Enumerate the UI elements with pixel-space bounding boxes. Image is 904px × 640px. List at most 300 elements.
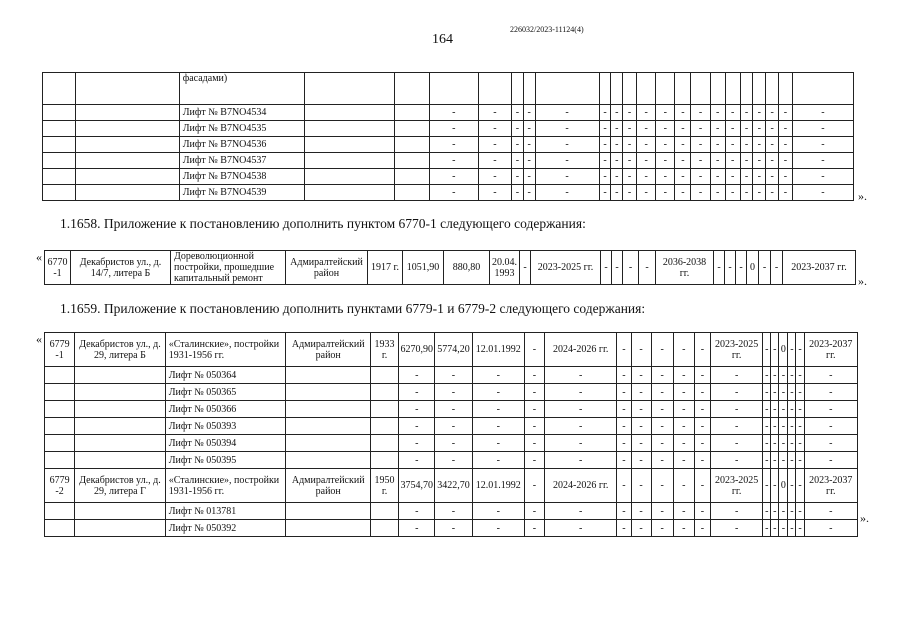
table-row	[45, 520, 858, 537]
cell-dash: -	[691, 185, 710, 201]
cell-dash: -	[779, 169, 793, 185]
cell-period: 2023-2025 гг.	[710, 469, 762, 503]
cell-dash: -	[472, 520, 524, 537]
cell-dash: -	[694, 520, 710, 537]
cell-dash: -	[710, 121, 725, 137]
paragraph-1659: 1.1659. Приложение к постановлению дополнить пунктами 6779-1 и 6779-2 следующего содержания:	[60, 301, 646, 316]
table-row	[45, 401, 858, 418]
table-row	[43, 105, 854, 121]
cell-dash: -	[512, 105, 524, 121]
cell-dash: -	[691, 153, 710, 169]
cell-dash: -	[617, 367, 631, 384]
cell-dash: -	[740, 169, 753, 185]
cell-dash: -	[651, 520, 673, 537]
cell-dash: -	[796, 435, 804, 452]
cell-dash: -	[694, 452, 710, 469]
cell-dash: -	[512, 137, 524, 153]
cell-dash: -	[673, 435, 694, 452]
table-cell	[45, 520, 75, 537]
cell-dash: -	[623, 153, 637, 169]
cell-dash: -	[478, 169, 511, 185]
cell-area-living: 5774,20	[435, 333, 472, 367]
cell-dash: -	[435, 520, 472, 537]
table-cell	[43, 73, 76, 105]
cell-dash: -	[429, 153, 478, 169]
cell-dash: -	[637, 137, 656, 153]
cell-dash: -	[763, 520, 771, 537]
cell-dash: -	[656, 185, 675, 201]
table-cell	[753, 73, 766, 105]
cell-dash: -	[545, 503, 617, 520]
table-cell	[370, 384, 398, 401]
cell-dash: -	[753, 185, 766, 201]
cell-dash: -	[753, 121, 766, 137]
cell-dash: -	[472, 367, 524, 384]
cell-dash: -	[599, 105, 611, 121]
cell-dash: -	[725, 137, 740, 153]
table-cell	[43, 185, 76, 201]
cell-address: Декабристов ул., д. 14/7, литера Б	[71, 251, 171, 285]
table-cell	[394, 121, 429, 137]
table-cell	[740, 73, 753, 105]
cell-dash: -	[631, 418, 651, 435]
cell-dash: -	[796, 469, 804, 503]
table-cell	[45, 367, 75, 384]
table-cell	[75, 384, 166, 401]
cell-dash: -	[673, 401, 694, 418]
cell-dash: -	[535, 105, 599, 121]
cell-dash: -	[656, 121, 675, 137]
cell-dash: -	[804, 452, 857, 469]
cell-zero: 0	[747, 251, 759, 285]
cell-district: Адмиралтейский район	[286, 469, 371, 503]
cell-dash: -	[429, 121, 478, 137]
cell-dash: -	[788, 333, 796, 367]
table-cell	[286, 452, 371, 469]
table-cell	[286, 384, 371, 401]
cell-dash: -	[617, 384, 631, 401]
cell-dash: -	[779, 520, 788, 537]
cell-dash: -	[631, 520, 651, 537]
cell-dash: -	[545, 435, 617, 452]
cell-dash: -	[694, 401, 710, 418]
cell-dash: -	[771, 520, 779, 537]
cell-dash: -	[771, 367, 779, 384]
cell-dash: -	[710, 503, 762, 520]
cell-building-type: «Сталинские», постройки 1931-1956 гг.	[165, 469, 286, 503]
table-cell	[76, 185, 180, 201]
table-cell	[45, 452, 75, 469]
table-cell	[45, 503, 75, 520]
cell-dash: -	[623, 169, 637, 185]
cell-dash: -	[792, 153, 853, 169]
table-cell	[43, 169, 76, 185]
cell-dash: -	[478, 153, 511, 169]
cell-dash: -	[523, 185, 535, 201]
cell-dash: -	[771, 503, 779, 520]
table-cell	[304, 137, 394, 153]
cell-dash: -	[691, 137, 710, 153]
cell-dash: -	[779, 401, 788, 418]
cell-dash: -	[725, 105, 740, 121]
cell-dash: -	[792, 105, 853, 121]
table-cell	[766, 73, 779, 105]
cell-dash: -	[524, 452, 544, 469]
table-cell	[394, 105, 429, 121]
cell-dash: -	[740, 137, 753, 153]
cell-dash: -	[631, 401, 651, 418]
cell-dash: -	[523, 137, 535, 153]
closing-quote: ».	[858, 189, 867, 203]
table-cell	[76, 121, 180, 137]
cell-dash: -	[792, 137, 853, 153]
cell-dash: -	[524, 469, 544, 503]
cell-dash: -	[656, 153, 675, 169]
cell-dash: -	[611, 121, 623, 137]
cell-dash: -	[399, 367, 435, 384]
table-cell	[45, 435, 75, 452]
cell-dash: -	[788, 435, 796, 452]
cell-dash: -	[710, 169, 725, 185]
cell-dash: -	[779, 185, 793, 201]
cell-dash: -	[524, 367, 544, 384]
cell-dash: -	[673, 367, 694, 384]
cell-dash: -	[763, 401, 771, 418]
cell-dash: -	[792, 169, 853, 185]
cell-dash: -	[545, 384, 617, 401]
cell-dash: -	[612, 251, 623, 285]
cell-period: 2036-2038 гг.	[656, 251, 714, 285]
cell-dash: -	[535, 153, 599, 169]
cell-dash: -	[788, 401, 796, 418]
cell-period: 2023-2025 гг.	[710, 333, 762, 367]
cell-dash: -	[611, 137, 623, 153]
cell-dash: -	[675, 153, 691, 169]
cell-dash: -	[694, 469, 710, 503]
table-cell	[304, 185, 394, 201]
cell-dash: -	[651, 418, 673, 435]
cell-dash: -	[472, 503, 524, 520]
cell-dash: -	[535, 169, 599, 185]
cell-dash: -	[763, 333, 771, 367]
cell-dash: -	[796, 333, 804, 367]
table-row	[45, 452, 858, 469]
cell-dash: -	[631, 435, 651, 452]
cell-dash: -	[804, 435, 857, 452]
table-row	[43, 121, 854, 137]
cell-dash: -	[399, 452, 435, 469]
opening-quote: «	[36, 250, 42, 264]
table-cell	[75, 435, 166, 452]
table-row	[45, 367, 858, 384]
cell-dash: -	[524, 520, 544, 537]
table-cell	[286, 401, 371, 418]
cell-dash: -	[639, 251, 656, 285]
table-cell	[43, 153, 76, 169]
cell-dash: -	[429, 137, 478, 153]
table-cell	[792, 73, 853, 105]
cell-dash: -	[673, 520, 694, 537]
cell-dash: -	[694, 384, 710, 401]
cell-lift-name: Лифт № B7NO4534	[179, 105, 304, 121]
cell-dash: -	[523, 169, 535, 185]
cell-dash: -	[766, 185, 779, 201]
cell-district: Адмиралтейский район	[286, 251, 368, 285]
cell-dash: -	[796, 401, 804, 418]
table-cell	[478, 73, 511, 105]
cell-address: Декабристов ул., д. 29, литера Б	[75, 333, 166, 367]
cell-lift-name: Лифт № 050392	[165, 520, 286, 537]
cell-zero: 0	[779, 333, 788, 367]
cell-dash: -	[710, 520, 762, 537]
cell-dash: -	[651, 367, 673, 384]
cell-dash: -	[710, 384, 762, 401]
cell-dash: -	[478, 185, 511, 201]
cell-dash: -	[763, 503, 771, 520]
cell-dash: -	[804, 401, 857, 418]
cell-dash: -	[435, 503, 472, 520]
table-row	[45, 469, 858, 503]
table-cell	[304, 105, 394, 121]
cell-dash: -	[673, 418, 694, 435]
table-cell	[286, 435, 371, 452]
cell-dash: -	[691, 121, 710, 137]
cell-dash: -	[631, 469, 651, 503]
cell-dash: -	[673, 333, 694, 367]
cell-lift-name: Лифт № B7NO4538	[179, 169, 304, 185]
cell-dash: -	[435, 384, 472, 401]
cell-dash: -	[691, 169, 710, 185]
table-cell	[304, 121, 394, 137]
cell-dash: -	[599, 137, 611, 153]
cell-dash: -	[478, 137, 511, 153]
table-cell	[304, 73, 394, 105]
cell-dash: -	[524, 384, 544, 401]
cell-dash: -	[631, 333, 651, 367]
lift-table-continuation	[42, 72, 854, 201]
cell-dash: -	[399, 384, 435, 401]
cell-period: 2023-2025 гг.	[531, 251, 601, 285]
cell-lift-name: Лифт № 050393	[165, 418, 286, 435]
cell-number: 6770 -1	[45, 251, 71, 285]
table-cell	[76, 137, 180, 153]
cell-dash: -	[740, 153, 753, 169]
table-row	[45, 384, 858, 401]
table-cell	[370, 435, 398, 452]
cell-dash: -	[472, 384, 524, 401]
cell-dash: -	[611, 105, 623, 121]
cell-dash: -	[524, 401, 544, 418]
cell-dash: -	[435, 401, 472, 418]
cell-lift-name: Лифт № 050395	[165, 452, 286, 469]
cell-dash: -	[623, 251, 639, 285]
cell-dash: -	[796, 384, 804, 401]
cell-dash: -	[524, 435, 544, 452]
cell-dash: -	[675, 169, 691, 185]
cell-dash: -	[617, 401, 631, 418]
cell-lift-name: Лифт № B7NO4537	[179, 153, 304, 169]
table-row	[45, 333, 858, 367]
cell-dash: -	[656, 105, 675, 121]
cell-dash: -	[766, 169, 779, 185]
table-cell	[286, 503, 371, 520]
cell-dash: -	[779, 503, 788, 520]
building-table-6770-1	[44, 250, 856, 285]
cell-dash: -	[399, 503, 435, 520]
cell-lift-name: Лифт № 050365	[165, 384, 286, 401]
cell-dash: -	[545, 401, 617, 418]
cell-dash: -	[399, 435, 435, 452]
cell-lift-name: Лифт № B7NO4535	[179, 121, 304, 137]
cell-building-type: Дореволюционной постройки, прошедшие капитальный ремонт	[171, 251, 286, 285]
cell-dash: -	[637, 153, 656, 169]
table-cell	[611, 73, 623, 105]
cell-dash: -	[617, 418, 631, 435]
table-cell	[286, 418, 371, 435]
cell-period: 2024-2026 гг.	[545, 333, 617, 367]
cell-dash: -	[763, 384, 771, 401]
table-cell	[656, 73, 675, 105]
table-cell	[535, 73, 599, 105]
cell-dash: -	[623, 185, 637, 201]
cell-year: 1917 г.	[368, 251, 403, 285]
cell-dash: -	[611, 185, 623, 201]
cell-dash: -	[759, 251, 771, 285]
cell-dash: -	[710, 185, 725, 201]
cell-dash: -	[623, 105, 637, 121]
cell-dash: -	[545, 418, 617, 435]
cell-dash: -	[694, 333, 710, 367]
table-cell	[45, 384, 75, 401]
cell-dash: -	[771, 435, 779, 452]
cell-dash: -	[523, 121, 535, 137]
cell-date: 12.01.1992	[472, 469, 524, 503]
cell-dash: -	[435, 418, 472, 435]
cell-dash: -	[763, 435, 771, 452]
table-row	[43, 137, 854, 153]
cell-dash: -	[637, 185, 656, 201]
cell-dash: -	[740, 121, 753, 137]
cell-dash: -	[512, 185, 524, 201]
cell-dash: -	[435, 452, 472, 469]
cell-dash: -	[710, 418, 762, 435]
table-cell	[370, 367, 398, 384]
table-cell	[75, 401, 166, 418]
cell-dash: -	[399, 418, 435, 435]
cell-dash: -	[545, 367, 617, 384]
cell-dash: -	[472, 418, 524, 435]
cell-dash: -	[429, 185, 478, 201]
cell-lift-name: Лифт № 013781	[165, 503, 286, 520]
cell-dash: -	[779, 435, 788, 452]
table-cell	[45, 418, 75, 435]
table-cell	[394, 73, 429, 105]
cell-dash: -	[766, 105, 779, 121]
cell-dash: -	[512, 153, 524, 169]
cell-dash: -	[656, 169, 675, 185]
cell-dash: -	[771, 418, 779, 435]
cell-dash: -	[611, 169, 623, 185]
table-cell	[675, 73, 691, 105]
cell-dash: -	[673, 384, 694, 401]
cell-dash: -	[779, 105, 793, 121]
cell-dash: -	[725, 121, 740, 137]
cell-dash: -	[710, 435, 762, 452]
table-row	[43, 169, 854, 185]
cell-dash: -	[599, 121, 611, 137]
table-cell	[523, 73, 535, 105]
table-cell	[637, 73, 656, 105]
cell-dash: -	[599, 185, 611, 201]
cell-dash: -	[617, 452, 631, 469]
cell-dash: -	[691, 105, 710, 121]
table-cell	[75, 503, 166, 520]
cell-dash: -	[617, 520, 631, 537]
cell-lift-name: Лифт № 050366	[165, 401, 286, 418]
table-cell	[75, 367, 166, 384]
cell-dash: -	[804, 384, 857, 401]
table-cell	[710, 73, 725, 105]
table-cell	[394, 153, 429, 169]
table-cell	[45, 401, 75, 418]
cell-zero: 0	[779, 469, 788, 503]
cell-dash: -	[796, 367, 804, 384]
cell-dash: -	[771, 469, 779, 503]
cell-dash: -	[673, 452, 694, 469]
cell-dash: -	[631, 452, 651, 469]
cell-dash: -	[675, 121, 691, 137]
cell-dash: -	[736, 251, 747, 285]
table-row	[43, 73, 854, 105]
cell-dash: -	[524, 418, 544, 435]
opening-quote: «	[36, 332, 42, 346]
cell-dash: -	[599, 169, 611, 185]
cell-dash: -	[796, 520, 804, 537]
cell-dash: -	[710, 367, 762, 384]
cell-dash: -	[617, 333, 631, 367]
table-row	[45, 418, 858, 435]
cell-dash: -	[617, 503, 631, 520]
cell-dash: -	[771, 401, 779, 418]
cell-dash: -	[710, 401, 762, 418]
cell-dash: -	[673, 469, 694, 503]
cell-dash: -	[771, 384, 779, 401]
table-cell	[691, 73, 710, 105]
cell-dash: -	[740, 185, 753, 201]
cell-dash: -	[524, 503, 544, 520]
cell-dash: -	[771, 333, 779, 367]
cell-dash: -	[753, 137, 766, 153]
cell-dash: -	[710, 153, 725, 169]
cell-dash: -	[478, 121, 511, 137]
cell-dash: -	[804, 520, 857, 537]
cell-lift-name: Лифт № B7NO4536	[179, 137, 304, 153]
table-cell	[286, 520, 371, 537]
cell-address: Декабристов ул., д. 29, литера Г	[75, 469, 166, 503]
cell-dash: -	[763, 469, 771, 503]
table-cell	[394, 169, 429, 185]
cell-dash: -	[779, 452, 788, 469]
table-cell	[370, 401, 398, 418]
cell-dash: -	[523, 153, 535, 169]
cell-date: 20.04. 1993	[490, 251, 520, 285]
cell-dash: -	[478, 105, 511, 121]
cell-dash: -	[651, 503, 673, 520]
table-cell	[370, 503, 398, 520]
table-cell	[75, 452, 166, 469]
table-cell	[512, 73, 524, 105]
cell-dash: -	[753, 105, 766, 121]
